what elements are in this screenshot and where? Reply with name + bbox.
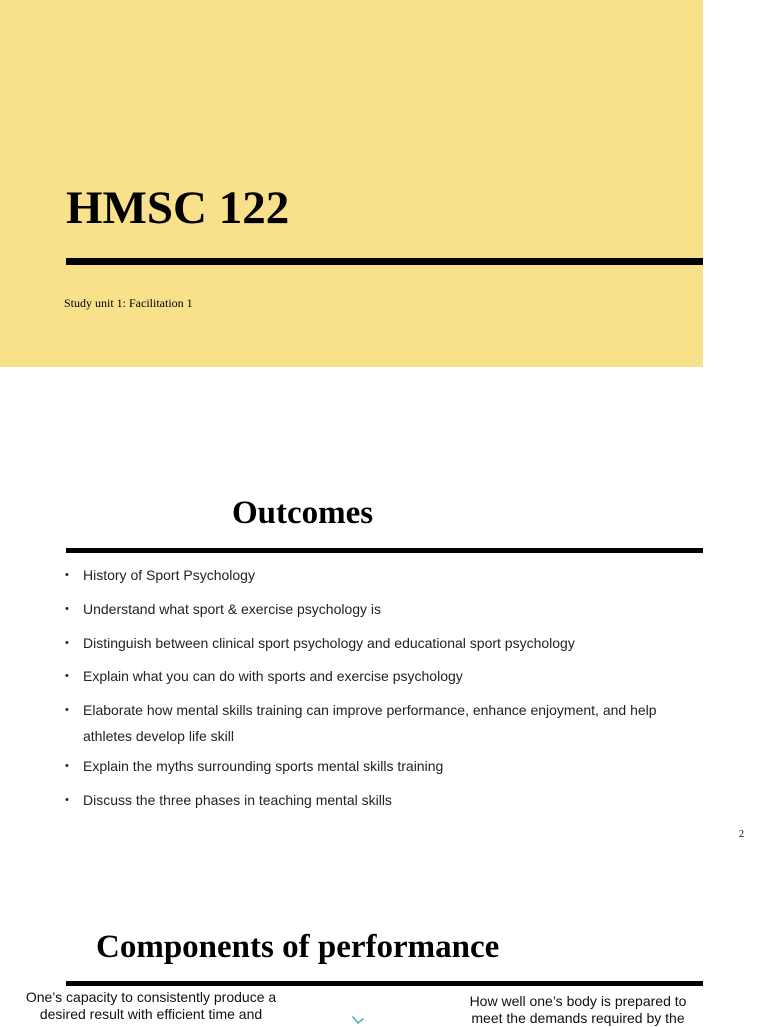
list-item-text: Explain the myths surrounding sports mental skills training [83,758,444,775]
list-item [64,697,694,749]
outcomes-title: Outcomes [232,495,374,531]
title-divider [66,258,703,265]
bullet-icon: • [65,602,69,615]
arrow-icon [352,1016,364,1024]
slide-title: HMSC 122 [66,182,290,234]
list-item-text: Explain what you can do with sports and exercise psychology [83,668,463,685]
list-item-text: Discuss the three phases in teaching mental skills [83,791,392,808]
title-slide [0,0,703,367]
list-item-text: History of Sport Psychology [83,567,255,583]
components-title: Components of performance [96,929,500,965]
outcomes-list [64,565,694,824]
list-item [64,599,694,619]
components-divider [66,981,703,986]
list-item-text: Understand what sport & exercise psychology is [83,600,382,617]
outcomes-divider [66,548,703,553]
list-item-text: Elaborate how mental skills training can improve performance, enhance enjoyment, and help athletes develop life skill [83,702,657,745]
list-item [64,790,694,810]
bullet-icon: • [65,793,69,806]
bullet-icon: • [65,704,69,717]
list-item [64,565,694,585]
page-number: 2 [739,829,744,840]
list-item [64,756,694,776]
bullet-icon: • [65,569,69,581]
definition-right-text: How well one’s body is prepared to meet the demands required by the [469,993,687,1026]
list-item [64,666,694,686]
slide-subtitle: Study unit 1: Facilitation 1 [64,296,193,310]
bullet-icon: • [65,670,69,683]
bullet-icon: • [65,760,69,773]
bullet-icon: • [65,636,69,649]
definition-left-text: One’s capacity to consistently produce a desired result with efficient time and [20,989,282,1023]
list-item [64,633,694,653]
list-item-text: Distinguish between clinical sport psychology and educational sport psychology [83,634,575,651]
